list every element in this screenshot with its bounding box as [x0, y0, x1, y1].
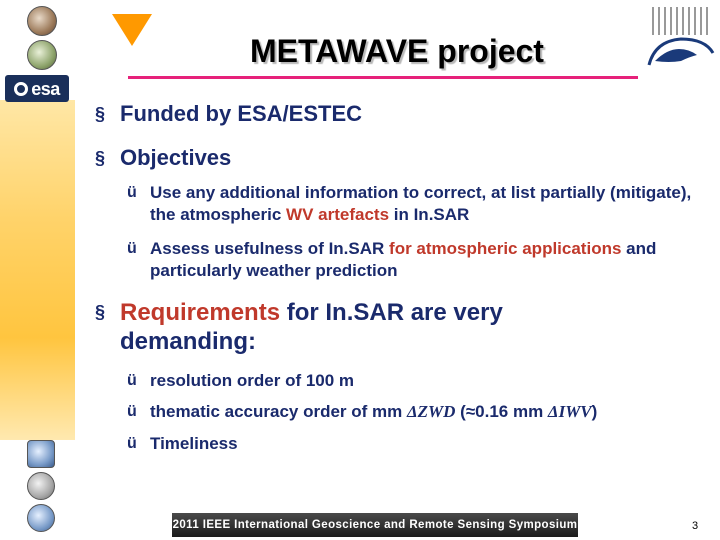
square-bullet-icon: §	[95, 302, 106, 322]
zwd-symbol: ΔZWD	[406, 402, 456, 421]
bullet-text: Funded by ESA/ESTEC	[120, 101, 363, 126]
subbullet-timeliness	[127, 433, 697, 455]
orange-triangle-icon	[112, 14, 152, 46]
highlight-wv-artefacts: WV artefacts	[286, 205, 390, 224]
square-bullet-icon: §	[95, 148, 106, 168]
conference-banner: 2011 IEEE International Geoscience and Remote Sensing Symposium	[172, 513, 578, 537]
iwv-symbol: ΔIWV	[547, 402, 592, 421]
subbullet-text: Timeliness	[150, 434, 238, 453]
bullet-funded	[95, 100, 695, 128]
esa-logo	[5, 75, 69, 102]
highlight-atmospheric-applications: for atmospheric applications	[389, 239, 622, 258]
institute-seal	[27, 40, 57, 70]
bullet-objectives	[95, 144, 695, 172]
check-bullet-icon: ü	[127, 372, 137, 389]
bullet-requirements: § Requirements for In.SAR are very demanding:	[95, 299, 503, 355]
check-bullet-icon: ü	[127, 240, 137, 257]
subbullet-assess-usefulness: ü Assess usefulness of In.SAR for atmospheric applications and particularly weather prediction	[127, 239, 657, 280]
bullet-text: Objectives	[120, 145, 232, 170]
side-decoration-bar	[0, 100, 75, 440]
esa-ring-icon	[14, 82, 28, 96]
page-number: 3	[692, 520, 699, 532]
partner-seal-2	[27, 472, 55, 500]
highlight-requirements: Requirements	[120, 299, 281, 326]
subbullet-correct-artefacts: ü Use any additional information to correct, at list partially (mitigate), the atmospheric WV artefacts in In.SAR	[127, 183, 692, 224]
title-underline	[128, 76, 638, 79]
check-bullet-icon: ü	[127, 184, 137, 201]
subbullet-resolution	[127, 370, 697, 392]
partner-seal-3	[27, 504, 55, 532]
subbullet-text: resolution order of 100 m	[150, 371, 355, 390]
partner-logo-1	[27, 440, 55, 468]
approx-symbol: ≈	[465, 402, 476, 421]
check-bullet-icon: ü	[127, 403, 137, 420]
university-seal-top	[27, 6, 57, 36]
slide-title: METAWAVE project	[250, 33, 544, 69]
esa-logo-text: esa	[31, 78, 60, 99]
globe-logo-icon	[645, 5, 715, 75]
square-bullet-icon: §	[95, 104, 106, 124]
subbullet-thematic-accuracy: ü thematic accuracy order of mm ΔZWD (≈0.16 mm ΔIWV)	[127, 402, 598, 421]
check-bullet-icon: ü	[127, 435, 137, 452]
